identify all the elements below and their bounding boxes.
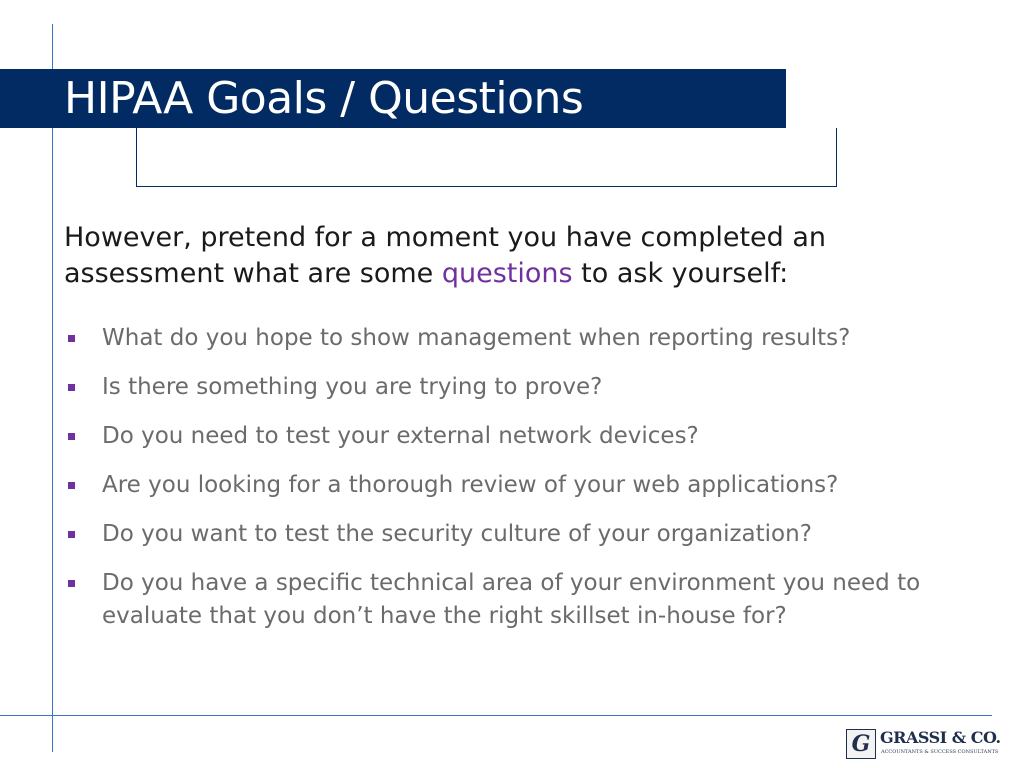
list-item	[64, 322, 994, 355]
list-item-text: Do you need to test your external network devices?	[102, 423, 699, 449]
square-bullet-icon	[68, 580, 75, 587]
square-bullet-icon	[68, 384, 75, 391]
square-bullet-icon	[68, 482, 75, 489]
list-item-text: What do you hope to show management when reporting results?	[102, 325, 851, 351]
list-item-text: Do you want to test the security culture of your organization?	[102, 521, 812, 547]
horizontal-rule	[0, 715, 992, 716]
logo-mark-icon: G	[846, 729, 876, 759]
slide-title: HIPAA Goals / Questions	[64, 73, 584, 124]
list-item	[64, 518, 994, 551]
list-item-text: Are you looking for a thorough review of your web applications?	[102, 472, 839, 498]
company-logo	[846, 728, 1001, 759]
intro-text-after: to ask yourself:	[572, 258, 789, 289]
list-item	[64, 567, 994, 633]
logo-tagline: ACCOUNTANTS & SUCCESS CONSULTANTS	[881, 749, 999, 755]
vertical-rule	[52, 24, 53, 752]
title-outline-box	[136, 128, 837, 187]
intro-highlight: questions	[441, 258, 573, 289]
list-item	[64, 371, 994, 404]
square-bullet-icon	[68, 433, 75, 440]
intro-text-before: However, pretend for a moment you have completed an assessment what are some	[64, 222, 827, 289]
logo-name: GRASSI & CO.	[880, 728, 1001, 747]
square-bullet-icon	[68, 335, 75, 342]
list-item-text: Do you have a specific technical area of your environment you need to evaluate that you don’t have the right skillset in-house for?	[102, 570, 921, 629]
square-bullet-icon	[68, 531, 75, 538]
question-list	[64, 322, 994, 649]
intro-paragraph	[64, 220, 964, 292]
list-item	[64, 420, 994, 453]
list-item	[64, 469, 994, 502]
list-item-text: Is there something you are trying to prove?	[102, 374, 603, 400]
